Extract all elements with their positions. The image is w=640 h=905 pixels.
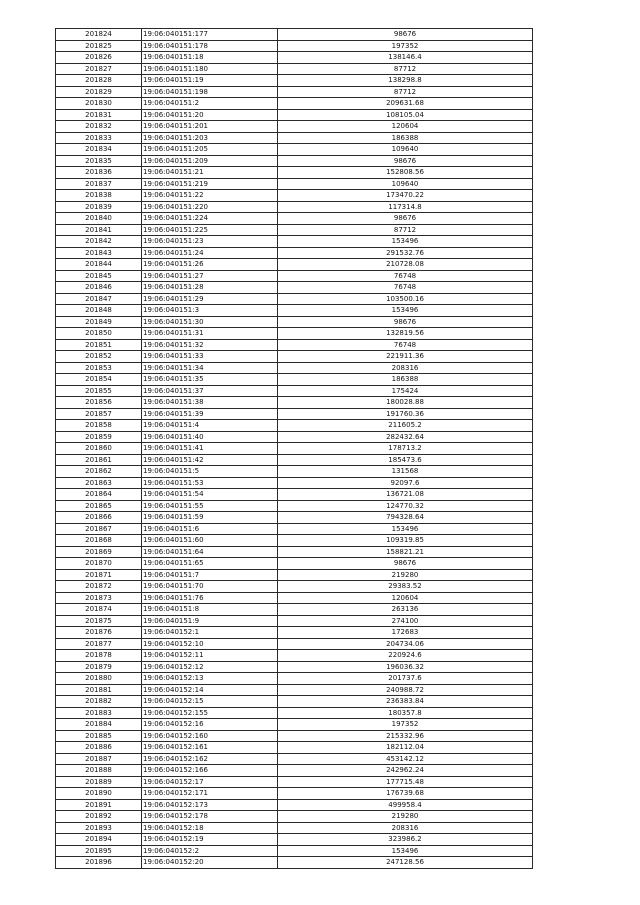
table-row	[56, 40, 533, 52]
table-row	[56, 546, 533, 558]
row-id-cell: 201827	[56, 63, 142, 75]
table-row	[56, 592, 533, 604]
row-id-cell: 201878	[56, 650, 142, 662]
row-id-cell: 201895	[56, 845, 142, 857]
row-id-cell: 201862	[56, 466, 142, 478]
timestamp-cell: 19:06:040151:5	[142, 466, 278, 478]
timestamp-cell: 19:06:040152:160	[142, 730, 278, 742]
row-id-cell: 201839	[56, 201, 142, 213]
value-cell: 87712	[278, 224, 533, 236]
row-id-cell: 201896	[56, 857, 142, 869]
row-id-cell: 201855	[56, 385, 142, 397]
timestamp-cell: 19:06:040151:203	[142, 132, 278, 144]
table-row	[56, 811, 533, 823]
table-row	[56, 477, 533, 489]
row-id-cell: 201829	[56, 86, 142, 98]
row-id-cell: 201861	[56, 454, 142, 466]
table-row	[56, 822, 533, 834]
table-row	[56, 328, 533, 340]
value-cell: 211605.2	[278, 420, 533, 432]
timestamp-cell: 19:06:040151:8	[142, 604, 278, 616]
value-cell: 153496	[278, 236, 533, 248]
timestamp-cell: 19:06:040151:34	[142, 362, 278, 374]
value-cell: 132819.56	[278, 328, 533, 340]
table-row	[56, 661, 533, 673]
value-cell: 209631.68	[278, 98, 533, 110]
timestamp-cell: 19:06:040152:10	[142, 638, 278, 650]
table-row	[56, 247, 533, 259]
timestamp-cell: 19:06:040151:26	[142, 259, 278, 271]
timestamp-cell: 19:06:040152:173	[142, 799, 278, 811]
table-row	[56, 420, 533, 432]
row-id-cell: 201863	[56, 477, 142, 489]
row-id-cell: 201853	[56, 362, 142, 374]
timestamp-cell: 19:06:040152:13	[142, 673, 278, 685]
timestamp-cell: 19:06:040151:20	[142, 109, 278, 121]
value-cell: 153496	[278, 305, 533, 317]
row-id-cell: 201825	[56, 40, 142, 52]
timestamp-cell: 19:06:040151:42	[142, 454, 278, 466]
timestamp-cell: 19:06:040151:7	[142, 569, 278, 581]
table-row	[56, 742, 533, 754]
timestamp-cell: 19:06:040152:1	[142, 627, 278, 639]
row-id-cell: 201824	[56, 29, 142, 41]
row-id-cell: 201844	[56, 259, 142, 271]
row-id-cell: 201832	[56, 121, 142, 133]
row-id-cell: 201873	[56, 592, 142, 604]
row-id-cell: 201871	[56, 569, 142, 581]
timestamp-cell: 19:06:040152:178	[142, 811, 278, 823]
table-row	[56, 834, 533, 846]
value-cell: 221911.36	[278, 351, 533, 363]
table-row	[56, 431, 533, 443]
value-cell: 131568	[278, 466, 533, 478]
value-cell: 92097.6	[278, 477, 533, 489]
timestamp-cell: 19:06:040152:15	[142, 696, 278, 708]
row-id-cell: 201891	[56, 799, 142, 811]
value-cell: 87712	[278, 86, 533, 98]
row-id-cell: 201830	[56, 98, 142, 110]
row-id-cell: 201892	[56, 811, 142, 823]
row-id-cell: 201888	[56, 765, 142, 777]
value-cell: 109640	[278, 178, 533, 190]
timestamp-cell: 19:06:040151:59	[142, 512, 278, 524]
value-cell: 263136	[278, 604, 533, 616]
value-cell: 215332.96	[278, 730, 533, 742]
table-row	[56, 351, 533, 363]
row-id-cell: 201874	[56, 604, 142, 616]
value-cell: 172683	[278, 627, 533, 639]
timestamp-cell: 19:06:040151:28	[142, 282, 278, 294]
row-id-cell: 201858	[56, 420, 142, 432]
table-row	[56, 362, 533, 374]
value-cell: 120604	[278, 592, 533, 604]
timestamp-cell: 19:06:040151:64	[142, 546, 278, 558]
timestamp-cell: 19:06:040152:16	[142, 719, 278, 731]
timestamp-cell: 19:06:040152:12	[142, 661, 278, 673]
value-cell: 180028.88	[278, 397, 533, 409]
timestamp-cell: 19:06:040151:9	[142, 615, 278, 627]
value-cell: 152808.56	[278, 167, 533, 179]
row-id-cell: 201882	[56, 696, 142, 708]
table-row	[56, 615, 533, 627]
table-row	[56, 673, 533, 685]
row-id-cell: 201851	[56, 339, 142, 351]
value-cell: 186388	[278, 374, 533, 386]
timestamp-cell: 19:06:040151:209	[142, 155, 278, 167]
value-cell: 76748	[278, 339, 533, 351]
row-id-cell: 201868	[56, 535, 142, 547]
timestamp-cell: 19:06:040152:166	[142, 765, 278, 777]
table-row	[56, 500, 533, 512]
row-id-cell: 201867	[56, 523, 142, 535]
timestamp-cell: 19:06:040151:30	[142, 316, 278, 328]
timestamp-cell: 19:06:040151:205	[142, 144, 278, 156]
value-cell: 117314.8	[278, 201, 533, 213]
row-id-cell: 201856	[56, 397, 142, 409]
row-id-cell: 201865	[56, 500, 142, 512]
row-id-cell: 201840	[56, 213, 142, 225]
value-cell: 76748	[278, 282, 533, 294]
value-cell: 220924.6	[278, 650, 533, 662]
value-cell: 186388	[278, 132, 533, 144]
table-row	[56, 650, 533, 662]
timestamp-cell: 19:06:040151:54	[142, 489, 278, 501]
timestamp-cell: 19:06:040151:224	[142, 213, 278, 225]
table-row	[56, 167, 533, 179]
table-row	[56, 857, 533, 869]
row-id-cell: 201889	[56, 776, 142, 788]
value-cell: 282432.64	[278, 431, 533, 443]
value-cell: 153496	[278, 523, 533, 535]
timestamp-cell: 19:06:040152:171	[142, 788, 278, 800]
timestamp-cell: 19:06:040151:29	[142, 293, 278, 305]
table-row	[56, 454, 533, 466]
table-row	[56, 270, 533, 282]
timestamp-cell: 19:06:040151:18	[142, 52, 278, 64]
timestamp-cell: 19:06:040151:55	[142, 500, 278, 512]
row-id-cell: 201887	[56, 753, 142, 765]
table-row	[56, 316, 533, 328]
timestamp-cell: 19:06:040151:35	[142, 374, 278, 386]
table-row	[56, 63, 533, 75]
value-cell: 323986.2	[278, 834, 533, 846]
value-cell: 103500.16	[278, 293, 533, 305]
timestamp-cell: 19:06:040151:201	[142, 121, 278, 133]
timestamp-cell: 19:06:040151:4	[142, 420, 278, 432]
row-id-cell: 201850	[56, 328, 142, 340]
table-row	[56, 293, 533, 305]
table-row	[56, 569, 533, 581]
value-cell: 242962.24	[278, 765, 533, 777]
timestamp-cell: 19:06:040151:39	[142, 408, 278, 420]
table-row	[56, 443, 533, 455]
row-id-cell: 201833	[56, 132, 142, 144]
table-row	[56, 305, 533, 317]
value-cell: 197352	[278, 719, 533, 731]
value-cell: 201737.6	[278, 673, 533, 685]
timestamp-cell: 19:06:040151:220	[142, 201, 278, 213]
timestamp-cell: 19:06:040151:32	[142, 339, 278, 351]
timestamp-cell: 19:06:040152:2	[142, 845, 278, 857]
timestamp-cell: 19:06:040152:155	[142, 707, 278, 719]
row-id-cell: 201828	[56, 75, 142, 87]
timestamp-cell: 19:06:040151:60	[142, 535, 278, 547]
table-row	[56, 75, 533, 87]
row-id-cell: 201826	[56, 52, 142, 64]
row-id-cell: 201869	[56, 546, 142, 558]
table-row	[56, 339, 533, 351]
table-row	[56, 86, 533, 98]
value-cell: 247128.56	[278, 857, 533, 869]
timestamp-cell: 19:06:040151:41	[142, 443, 278, 455]
table-row	[56, 155, 533, 167]
table-row	[56, 52, 533, 64]
row-id-cell: 201852	[56, 351, 142, 363]
timestamp-cell: 19:06:040152:14	[142, 684, 278, 696]
row-id-cell: 201875	[56, 615, 142, 627]
value-cell: 182112.04	[278, 742, 533, 754]
value-cell: 240988.72	[278, 684, 533, 696]
value-cell: 109319.85	[278, 535, 533, 547]
value-cell: 120604	[278, 121, 533, 133]
table-row	[56, 132, 533, 144]
row-id-cell: 201854	[56, 374, 142, 386]
value-cell: 76748	[278, 270, 533, 282]
table-row	[56, 512, 533, 524]
timestamp-cell: 19:06:040151:76	[142, 592, 278, 604]
row-id-cell: 201893	[56, 822, 142, 834]
value-cell: 178713.2	[278, 443, 533, 455]
row-id-cell: 201877	[56, 638, 142, 650]
value-cell: 236383.84	[278, 696, 533, 708]
table-row	[56, 753, 533, 765]
table-row	[56, 29, 533, 41]
timestamp-cell: 19:06:040151:31	[142, 328, 278, 340]
table-row	[56, 144, 533, 156]
value-cell: 158821.21	[278, 546, 533, 558]
value-cell: 176739.68	[278, 788, 533, 800]
row-id-cell: 201880	[56, 673, 142, 685]
value-cell: 291532.76	[278, 247, 533, 259]
value-cell: 124770.32	[278, 500, 533, 512]
row-id-cell: 201831	[56, 109, 142, 121]
value-cell: 208316	[278, 362, 533, 374]
value-cell: 138146.4	[278, 52, 533, 64]
value-cell: 219280	[278, 811, 533, 823]
row-id-cell: 201881	[56, 684, 142, 696]
table-row	[56, 213, 533, 225]
table-row	[56, 558, 533, 570]
row-id-cell: 201866	[56, 512, 142, 524]
row-id-cell: 201857	[56, 408, 142, 420]
timestamp-cell: 19:06:040151:180	[142, 63, 278, 75]
value-cell: 175424	[278, 385, 533, 397]
table-row	[56, 282, 533, 294]
row-id-cell: 201870	[56, 558, 142, 570]
timestamp-cell: 19:06:040151:2	[142, 98, 278, 110]
row-id-cell: 201849	[56, 316, 142, 328]
table-body	[56, 29, 533, 869]
value-cell: 180357.8	[278, 707, 533, 719]
value-cell: 208316	[278, 822, 533, 834]
value-cell: 108105.04	[278, 109, 533, 121]
row-id-cell: 201886	[56, 742, 142, 754]
row-id-cell: 201845	[56, 270, 142, 282]
value-cell: 499958.4	[278, 799, 533, 811]
table-row	[56, 224, 533, 236]
table-row	[56, 604, 533, 616]
row-id-cell: 201872	[56, 581, 142, 593]
timestamp-cell: 19:06:040151:219	[142, 178, 278, 190]
row-id-cell: 201846	[56, 282, 142, 294]
table-row	[56, 730, 533, 742]
value-cell: 98676	[278, 213, 533, 225]
timestamp-cell: 19:06:040151:198	[142, 86, 278, 98]
value-cell: 210728.08	[278, 259, 533, 271]
timestamp-cell: 19:06:040151:33	[142, 351, 278, 363]
timestamp-cell: 19:06:040151:177	[142, 29, 278, 41]
value-cell: 197352	[278, 40, 533, 52]
timestamp-cell: 19:06:040151:65	[142, 558, 278, 570]
table-row	[56, 719, 533, 731]
timestamp-cell: 19:06:040152:18	[142, 822, 278, 834]
timestamp-cell: 19:06:040152:11	[142, 650, 278, 662]
row-id-cell: 201890	[56, 788, 142, 800]
value-cell: 185473.6	[278, 454, 533, 466]
value-cell: 191760.36	[278, 408, 533, 420]
timestamp-cell: 19:06:040151:70	[142, 581, 278, 593]
timestamp-cell: 19:06:040151:178	[142, 40, 278, 52]
timestamp-cell: 19:06:040151:225	[142, 224, 278, 236]
timestamp-cell: 19:06:040151:27	[142, 270, 278, 282]
table-row	[56, 523, 533, 535]
timestamp-cell: 19:06:040152:17	[142, 776, 278, 788]
timestamp-cell: 19:06:040151:23	[142, 236, 278, 248]
table-row	[56, 408, 533, 420]
row-id-cell: 201842	[56, 236, 142, 248]
table-row	[56, 236, 533, 248]
row-id-cell: 201883	[56, 707, 142, 719]
timestamp-cell: 19:06:040151:24	[142, 247, 278, 259]
table-row	[56, 121, 533, 133]
timestamp-cell: 19:06:040151:38	[142, 397, 278, 409]
value-cell: 153496	[278, 845, 533, 857]
value-cell: 98676	[278, 29, 533, 41]
table-row	[56, 535, 533, 547]
table-row	[56, 397, 533, 409]
row-id-cell: 201843	[56, 247, 142, 259]
table-row	[56, 190, 533, 202]
row-id-cell: 201859	[56, 431, 142, 443]
row-id-cell: 201894	[56, 834, 142, 846]
table-row	[56, 259, 533, 271]
table-row	[56, 109, 533, 121]
table-row	[56, 385, 533, 397]
table-row	[56, 178, 533, 190]
timestamp-cell: 19:06:040151:53	[142, 477, 278, 489]
table-row	[56, 201, 533, 213]
timestamp-cell: 19:06:040151:19	[142, 75, 278, 87]
row-id-cell: 201848	[56, 305, 142, 317]
table-row	[56, 845, 533, 857]
value-cell: 173470.22	[278, 190, 533, 202]
timestamp-cell: 19:06:040151:21	[142, 167, 278, 179]
timestamp-cell: 19:06:040152:19	[142, 834, 278, 846]
row-id-cell: 201841	[56, 224, 142, 236]
table-row	[56, 776, 533, 788]
value-cell: 204734.06	[278, 638, 533, 650]
value-cell: 98676	[278, 155, 533, 167]
row-id-cell: 201838	[56, 190, 142, 202]
timestamp-cell: 19:06:040151:22	[142, 190, 278, 202]
table-row	[56, 696, 533, 708]
table-row	[56, 638, 533, 650]
row-id-cell: 201860	[56, 443, 142, 455]
timestamp-cell: 19:06:040151:40	[142, 431, 278, 443]
value-cell: 109640	[278, 144, 533, 156]
table-row	[56, 374, 533, 386]
value-cell: 274100	[278, 615, 533, 627]
table-row	[56, 765, 533, 777]
row-id-cell: 201834	[56, 144, 142, 156]
value-cell: 453142.12	[278, 753, 533, 765]
value-cell: 87712	[278, 63, 533, 75]
row-id-cell: 201836	[56, 167, 142, 179]
timestamp-cell: 19:06:040151:37	[142, 385, 278, 397]
row-id-cell: 201884	[56, 719, 142, 731]
row-id-cell: 201879	[56, 661, 142, 673]
value-cell: 794328.64	[278, 512, 533, 524]
table-row	[56, 466, 533, 478]
table-row	[56, 581, 533, 593]
timestamp-cell: 19:06:040152:161	[142, 742, 278, 754]
row-id-cell: 201876	[56, 627, 142, 639]
value-cell: 136721.08	[278, 489, 533, 501]
value-cell: 177715.48	[278, 776, 533, 788]
table-row	[56, 489, 533, 501]
timestamp-cell: 19:06:040152:162	[142, 753, 278, 765]
table-row	[56, 707, 533, 719]
table-row	[56, 627, 533, 639]
row-id-cell: 201885	[56, 730, 142, 742]
row-id-cell: 201835	[56, 155, 142, 167]
row-id-cell: 201837	[56, 178, 142, 190]
value-cell: 29383.52	[278, 581, 533, 593]
value-cell: 196036.32	[278, 661, 533, 673]
value-cell: 98676	[278, 316, 533, 328]
row-id-cell: 201847	[56, 293, 142, 305]
timestamp-cell: 19:06:040152:20	[142, 857, 278, 869]
table-row	[56, 788, 533, 800]
timestamp-cell: 19:06:040151:6	[142, 523, 278, 535]
value-cell: 98676	[278, 558, 533, 570]
table-row	[56, 98, 533, 110]
table-row	[56, 684, 533, 696]
data-table	[55, 28, 533, 869]
table-row	[56, 799, 533, 811]
timestamp-cell: 19:06:040151:3	[142, 305, 278, 317]
value-cell: 219280	[278, 569, 533, 581]
row-id-cell: 201864	[56, 489, 142, 501]
value-cell: 138298.8	[278, 75, 533, 87]
